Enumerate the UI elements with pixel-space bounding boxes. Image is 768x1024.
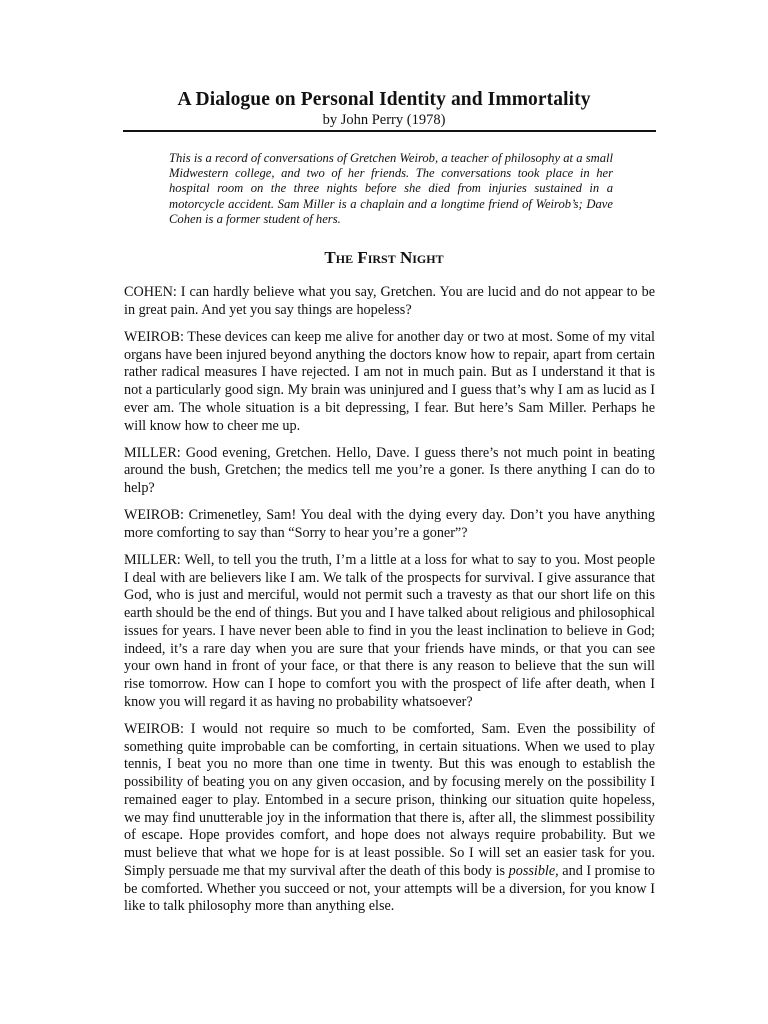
dialogue-paragraph: COHEN: I can hardly believe what you say, Gretchen. You are lucid and do not appear to be in great pain. And yet you say things are hopeless? [124,284,655,318]
dialogue-body [124,284,655,916]
abstract: This is a record of conversations of Gretchen Weirob, a teacher of philosophy at a small Midwestern college, and two of her friends. The conversations took place in her hospital room on the three nights before she died from injuries sustained in a motorcycle accident. Sam Miller is a chaplain and a longtime friend of Weirob’s; Dave Cohen is a former student of hers. [169,151,613,226]
dialogue-paragraph: WEIROB: These devices can keep me alive for another day or two at most. Some of my vital organs have been injured beyond anything the doctors know how to repair, apart from certain rather radical measures I have rejected. I am not in much pain. But as I understand it that is not a particularly good sign. My brain was uninjured and I guess that’s why I am as lucid as I ever am. The whole situation is a bit depressing, I fear. But here’s Sam Miller. Perhaps he will know how to cheer me up. [124,328,655,434]
dialogue-paragraph: MILLER: Well, to tell you the truth, I’m a little at a loss for what to say to you. Most people I deal with are believers like I am. We talk of the prospects for survival. I give assurance that God, who is just and merciful, would not permit such a travesty as that our short life on this earth should be the end of things. But you and I have talked about religious and philosophical issues for years. I have never been able to find in you the least inclination to believe in God; indeed, it’s a rare day when you are sure that your friends have minds, or that you can see your own hand in front of your face, or that there is any reason to believe that the sun will rise tomorrow. How can I hope to comfort you with the prospect of life after death, when I know you will regard it as having no probability whatsoever? [124,551,655,710]
emphasized-word: possible [508,862,556,879]
paragraph-text: WEIROB: I would not require so much to be comforted, Sam. Even the possibility of something quite improbable can be comforting, in certain situations. When we used to play tennis, I beat you no more than one time in twenty. But this was enough to establish the possibility of beating you on any given occasion, and by focusing merely on the possibility I remained eager to play. Entombed in a secure prison, thinking our situation quite hopeless, we may find unutterable joy in the information that there is, after all, the slimmest possibility of escape. Hope provides comfort, and hope does not always require probability. But we must believe that what we hope for is at least possible. So I will set an easier task for you. Simply persuade me that my survival after the death of this body is [124,720,655,879]
dialogue-paragraph [124,721,655,916]
dialogue-paragraph: MILLER: Good evening, Gretchen. Hello, Dave. I guess there’s not much point in beating around the bush, Gretchen; the medics tell me you’re a goner. Is there anything I can do to help? [124,444,655,497]
dialogue-paragraph: WEIROB: Crimenetley, Sam! You deal with the dying every day. Don’t you have anything more comforting to say than “Sorry to hear you’re a goner”? [124,507,655,541]
section-heading: The First Night [324,248,444,267]
paragraph-text: , and I promise to be comforted. Whether you succeed or not, your attempts will be a diversion, for you know I like to talk philosophy more than anything else. [124,862,656,915]
document-author: by John Perry (1978) [322,112,446,128]
title-rule [123,130,656,132]
document-title: A Dialogue on Personal Identity and Immortality [177,89,591,110]
